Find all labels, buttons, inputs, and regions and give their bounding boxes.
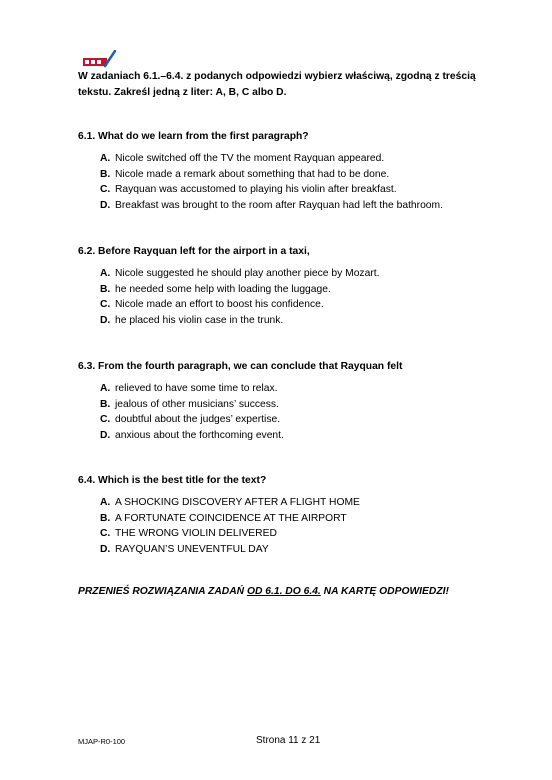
question-6-3 [78,360,518,443]
option-letter: B. [100,398,111,410]
option-text: jealous of other musicians’ success. [115,398,279,410]
option-letter: B. [100,512,111,524]
option-text: THE WRONG VIOLIN DELIVERED [115,528,277,539]
option-letter: C. [100,299,111,310]
answer-option-c[interactable] [78,412,518,428]
answer-option-a[interactable] [78,151,518,167]
option-text: Breakfast was brought to the room after Rayquan had left the bathroom. [115,199,443,211]
option-letter: D. [100,543,111,555]
task-instruction [78,69,498,101]
question-title: 6.4. Which is the best title for the text? [78,475,267,486]
instruction-line-1: W zadaniach 6.1.–6.4. z podanych odpowiedzi wybierz właściwą, zgodną z treścią [78,71,476,82]
option-text: relieved to have some time to relax. [115,383,278,394]
transfer-note-part-3: NA KARTĘ ODPOWIEDZI! [320,586,449,597]
question-title: 6.3. From the fourth paragraph, we can conclude that Rayquan felt [78,361,403,372]
option-letter: C. [100,528,111,539]
answer-option-b[interactable] [78,282,518,298]
question-6-4 [78,474,518,557]
option-letter: A. [100,383,111,394]
option-text: Nicole suggested he should play another piece by Mozart. [115,268,380,279]
option-text: Nicole switched off the TV the moment Rayquan appeared. [115,153,385,164]
answer-option-c[interactable] [78,526,518,542]
option-text: anxious about the forthcoming event. [115,429,284,441]
transfer-note-range: OD 6.1. DO 6.4. [246,586,321,597]
answer-option-d[interactable] [78,428,518,444]
answer-option-a[interactable] [78,381,518,397]
answer-option-b[interactable] [78,511,518,527]
option-letter: D. [100,429,111,441]
option-letter: D. [100,199,111,211]
option-text: Nicole made an effort to boost his confidence. [115,299,324,310]
page-number: Strona 11 z 21 [256,735,321,746]
transfer-answers-note [78,586,449,597]
option-text: Rayquan was accustomed to playing his violin after breakfast. [115,184,397,195]
option-text: he needed some help with loading the luggage. [115,283,331,295]
answer-option-a[interactable] [78,266,518,282]
instruction-line-2: tekstu. Zakreśl jedną z liter: A, B, C albo D. [78,87,287,98]
option-text: A SHOCKING DISCOVERY AFTER A FLIGHT HOME [115,497,360,508]
answer-option-b[interactable] [78,397,518,413]
question-6-1 [78,130,518,213]
exam-logo-pencil-icon [83,50,117,68]
option-text: he placed his violin case in the trunk. [115,314,284,326]
option-text: RAYQUAN’S UNEVENTFUL DAY [115,543,269,555]
transfer-note-part-1: PRZENIEŚ ROZWIĄZANIA ZADAŃ [78,586,247,597]
option-letter: B. [100,283,111,295]
answer-option-d[interactable] [78,313,518,329]
option-letter: C. [100,184,111,195]
question-title: 6.1. What do we learn from the first paragraph? [78,131,309,142]
answer-option-c[interactable] [78,182,518,198]
answer-option-d[interactable] [78,198,518,214]
option-text: doubtful about the judges’ expertise. [115,414,281,425]
option-text: Nicole made a remark about something that had to be done. [115,168,390,180]
answer-option-a[interactable] [78,495,518,511]
answer-option-d[interactable] [78,542,518,558]
question-6-2 [78,245,518,328]
option-letter: A. [100,153,111,164]
question-title: 6.2. Before Rayquan left for the airport in a taxi, [78,246,310,257]
exam-code: MJAP-R0-100 [78,737,126,746]
option-letter: A. [100,497,111,508]
option-letter: B. [100,168,111,180]
option-letter: D. [100,314,111,326]
answer-option-b[interactable] [78,167,518,183]
option-letter: A. [100,268,111,279]
option-letter: C. [100,414,111,425]
option-text: A FORTUNATE COINCIDENCE AT THE AIRPORT [115,512,347,524]
answer-option-c[interactable] [78,297,518,313]
